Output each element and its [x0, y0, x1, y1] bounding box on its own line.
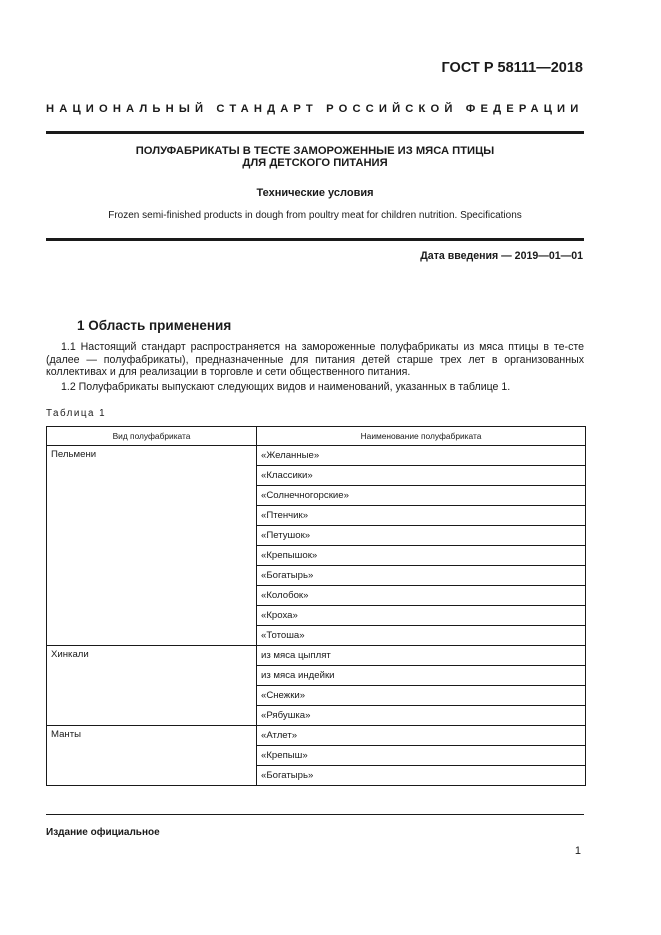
product-name-cell: «Крепышок»	[257, 546, 586, 566]
footer-divider	[46, 814, 584, 815]
product-name-cell: «Кроха»	[257, 606, 586, 626]
product-name-cell: «Снежки»	[257, 686, 586, 706]
document-subtitle: Технические условия	[256, 187, 374, 199]
table-body	[47, 446, 586, 786]
product-name-cell: «Желанные»	[257, 446, 586, 466]
product-name-cell: «Колобок»	[257, 586, 586, 606]
table-row	[47, 446, 586, 466]
product-name-cell: из мяса индейки	[257, 666, 586, 686]
header-name: Наименование полуфабриката	[257, 427, 586, 446]
product-name-cell: из мяса цыплят	[257, 646, 586, 666]
title-line-2: ДЛЯ ДЕТСКОГО ПИТАНИЯ	[242, 157, 388, 169]
product-kind-cell: Пельмени	[47, 446, 257, 646]
title-divider	[46, 238, 584, 241]
national-standard-line: НАЦИОНАЛЬНЫЙ СТАНДАРТ РОССИЙСКОЙ ФЕДЕРАЦИИ	[46, 103, 584, 115]
page-number: 1	[574, 845, 581, 857]
product-name-cell: «Классики»	[257, 466, 586, 486]
product-name-cell: «Атлет»	[257, 726, 586, 746]
table-row	[47, 646, 586, 666]
table-header-row	[47, 427, 586, 446]
top-divider	[46, 131, 584, 134]
product-name-cell: «Птенчик»	[257, 506, 586, 526]
product-name-cell: «Петушок»	[257, 526, 586, 546]
paragraph-1-1: 1.1 Настоящий стандарт распространяется на замороженные полуфабрикаты из мяса птицы в те-сте (далее — полуфабрикаты), предназначенные для питания детей старше трех лет в организованных коллективах и для реализации в торговле и сети общественного питания.	[46, 341, 584, 378]
header-kind: Вид полуфабриката	[47, 427, 257, 446]
title-line-1: ПОЛУФАБРИКАТЫ В ТЕСТЕ ЗАМОРОЖЕННЫЕ ИЗ МЯСА ПТИЦЫ	[135, 145, 495, 157]
official-edition: Издание официальное	[46, 827, 160, 838]
product-name-cell: «Богатырь»	[257, 766, 586, 786]
section-heading: 1 Область применения	[77, 318, 232, 333]
english-title: Frozen semi-finished products in dough from poultry meat for children nutrition. Specifications	[108, 210, 522, 221]
product-name-cell: «Рябушка»	[257, 706, 586, 726]
product-name-cell: «Крепыш»	[257, 746, 586, 766]
introduction-date: Дата введения — 2019—01—01	[420, 250, 583, 262]
product-name-cell: «Богатырь»	[257, 566, 586, 586]
product-name-cell: «Тотоша»	[257, 626, 586, 646]
table-row	[47, 726, 586, 746]
table-caption: Таблица 1	[46, 408, 107, 419]
product-name-cell: «Солнечногорские»	[257, 486, 586, 506]
product-kind-cell: Манты	[47, 726, 257, 786]
standard-number: ГОСТ Р 58111—2018	[441, 60, 583, 76]
paragraph-1-2: 1.2 Полуфабрикаты выпускают следующих видов и наименований, указанных в таблице 1.	[61, 381, 511, 393]
products-table	[46, 426, 586, 786]
document-title	[46, 145, 584, 169]
product-kind-cell: Хинкали	[47, 646, 257, 726]
